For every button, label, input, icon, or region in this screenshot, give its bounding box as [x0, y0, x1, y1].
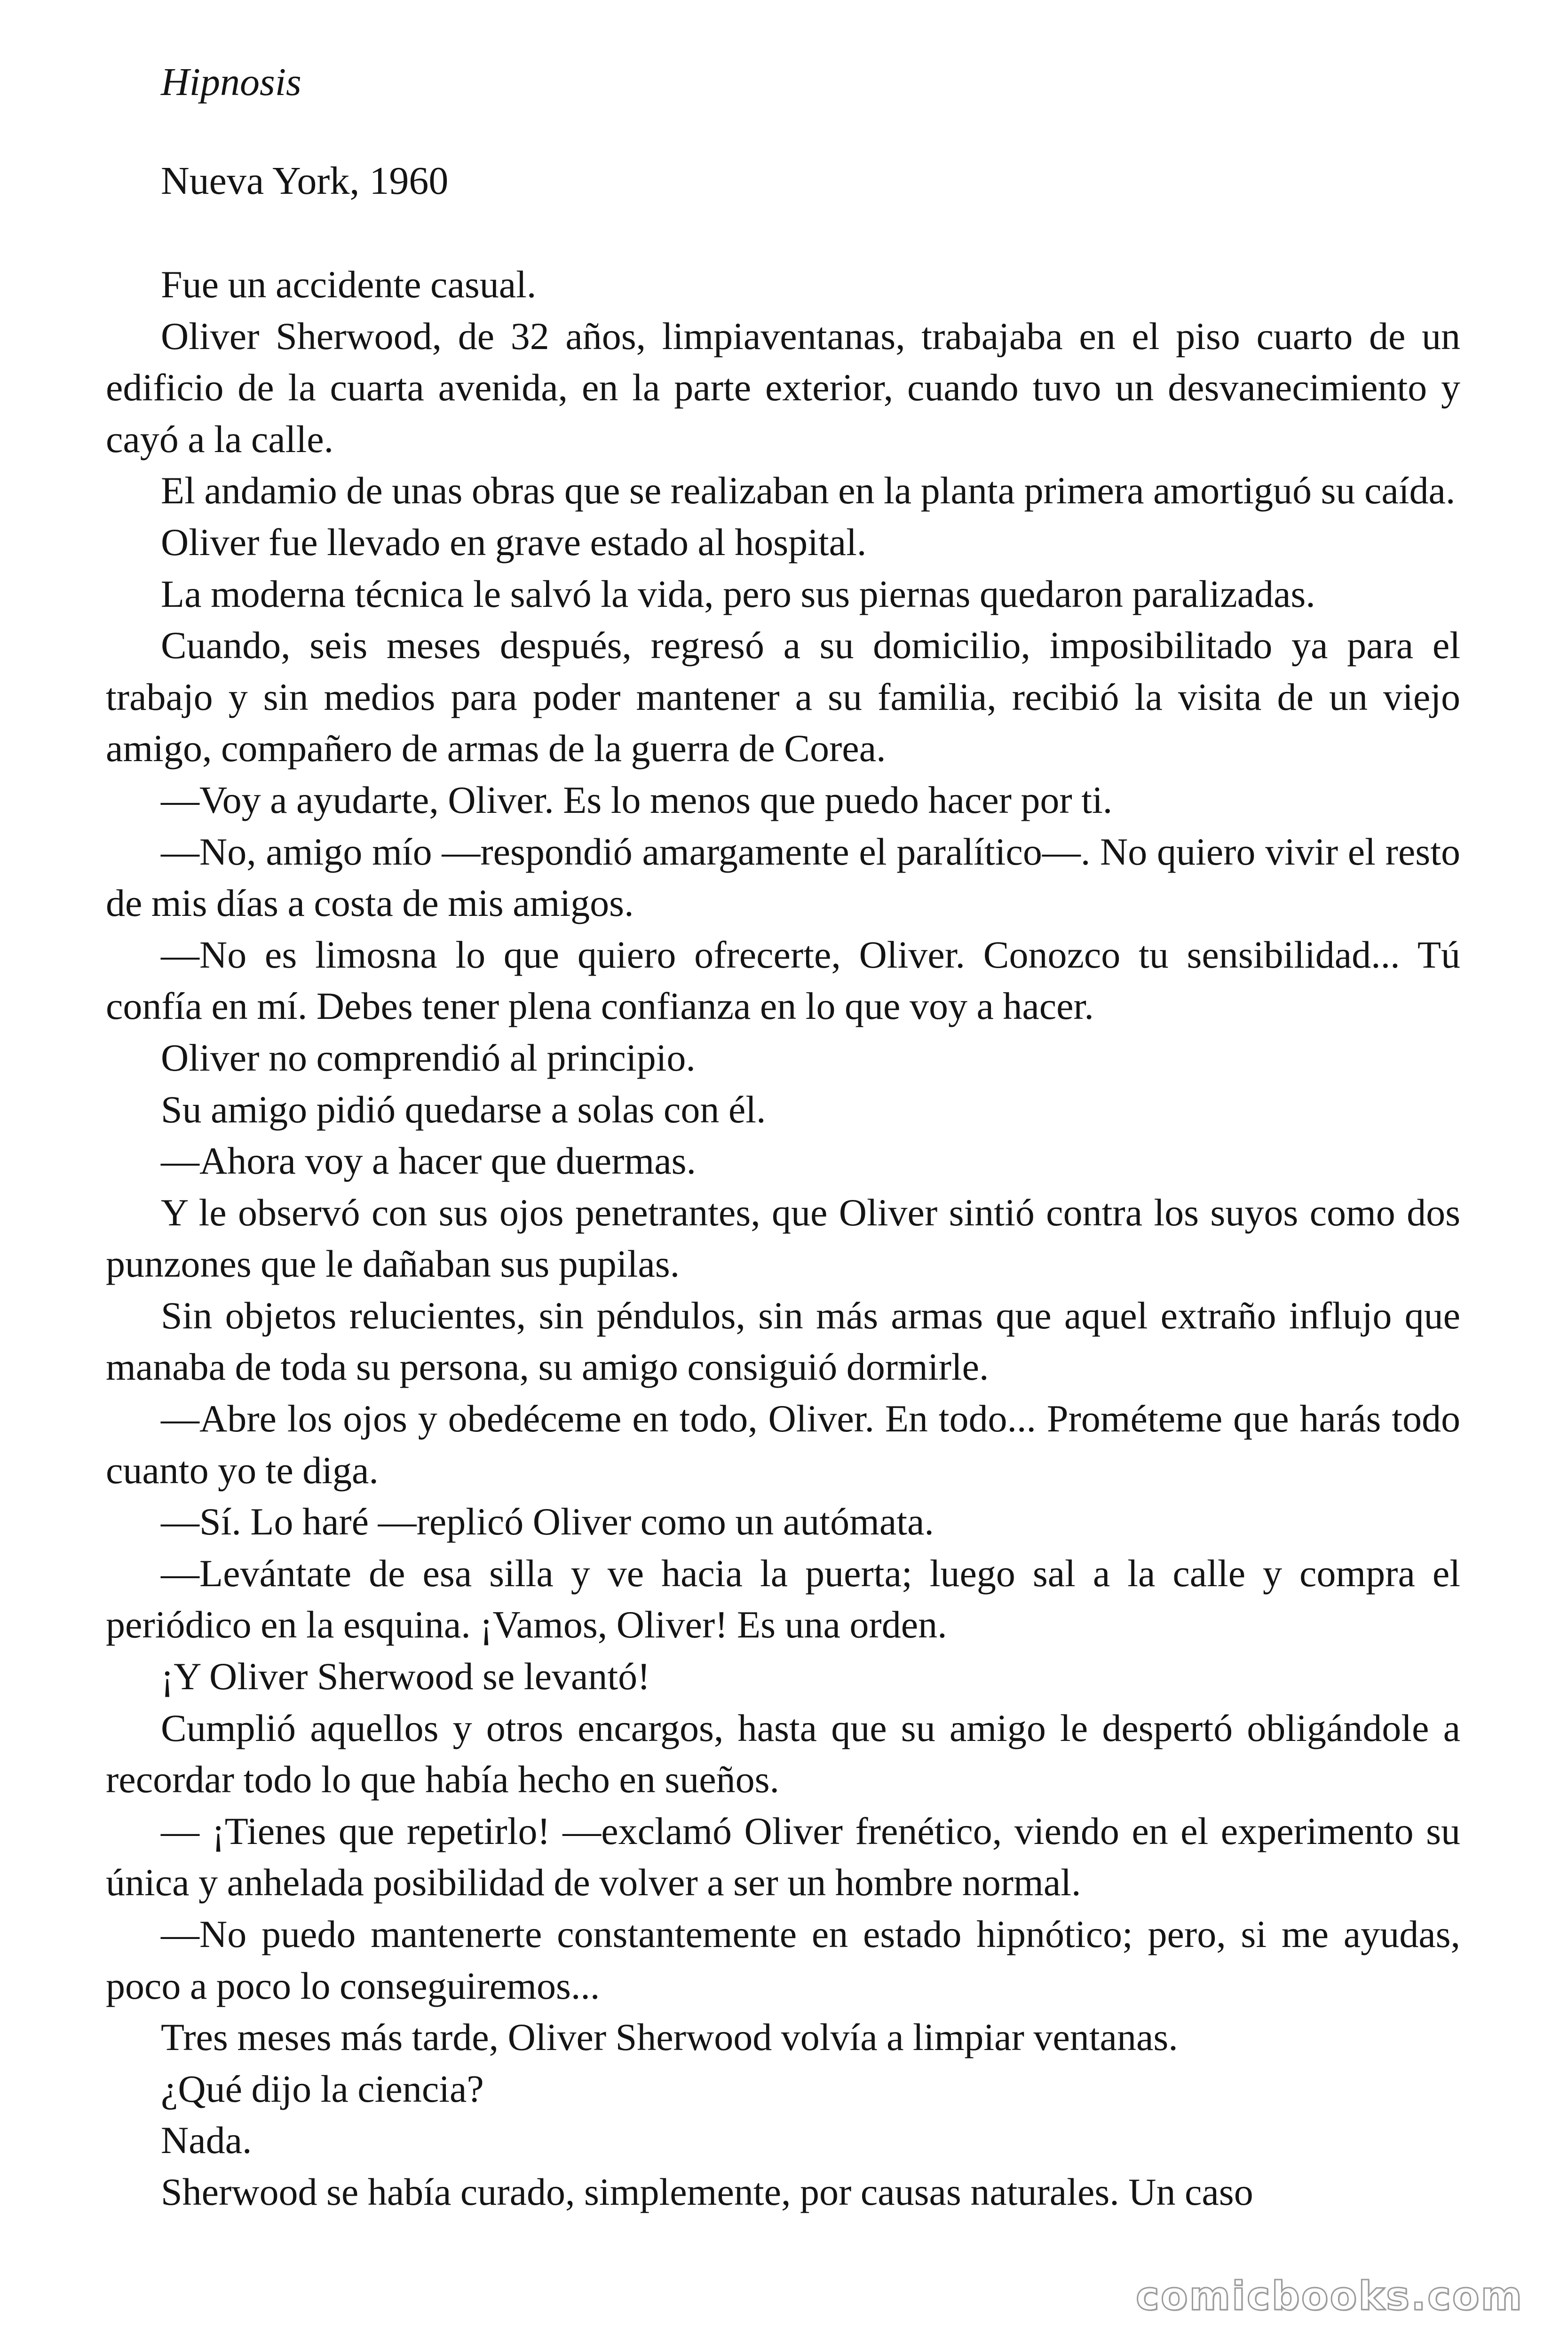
paragraph: —No es limosna lo que quiero ofrecerte, Oliver. Conozco tu sensibilidad... Tú confía en mí. Debes tener plena confianza en lo que voy a hacer.	[106, 933, 1460, 1028]
paragraph: El andamio de unas obras que se realizaban en la planta primera amortiguó su caída.	[161, 469, 1456, 512]
book-page	[106, 56, 1460, 2218]
paragraph: —Voy a ayudarte, Oliver. Es lo menos que puedo hacer por ti.	[161, 778, 1113, 821]
paragraph: Oliver Sherwood, de 32 años, limpiaventanas, trabajaba en el piso cuarto de un edificio de la cuarta avenida, en la parte exterior, cuando tuvo un desvanecimiento y cayó a la calle.	[106, 314, 1460, 461]
paragraph: La moderna técnica le salvó la vida, pero sus piernas quedaron paralizadas.	[161, 572, 1315, 615]
paragraph: Fue un accidente casual.	[161, 263, 537, 306]
paragraph: —Levántate de esa silla y ve hacia la puerta; luego sal a la calle y compra el periódico en la esquina. ¡Vamos, Oliver! Es una orden.	[106, 1551, 1460, 1646]
paragraph: Su amigo pidió quedarse a solas con él.	[161, 1088, 766, 1131]
watermark-logo: comicbooks.com	[1136, 2273, 1523, 2319]
paragraph: —No, amigo mío —respondió amargamente el paralítico—. No quiero vivir el resto de mis días a costa de mis amigos.	[106, 830, 1460, 925]
paragraph: Sin objetos relucientes, sin péndulos, sin más armas que aquel extraño influjo que manaba de toda su persona, su amigo consiguió dormirle.	[106, 1294, 1460, 1389]
paragraph: —Abre los ojos y obedéceme en todo, Oliver. En todo... Prométeme que harás todo cuanto yo te diga.	[106, 1397, 1460, 1492]
place-date-heading: Nueva York, 1960	[161, 159, 449, 203]
paragraph: Oliver no comprendió al principio.	[161, 1036, 696, 1079]
paragraph: — ¡Tienes que repetirlo! —exclamó Oliver frenético, viendo en el experimento su única y anhelada posibilidad de volver a ser un hombre normal.	[106, 1809, 1460, 1904]
paragraph: ¡Y Oliver Sherwood se levantó!	[161, 1655, 650, 1698]
story-title: Hipnosis	[161, 60, 301, 104]
paragraph: Tres meses más tarde, Oliver Sherwood volvía a limpiar ventanas.	[161, 2016, 1178, 2059]
paragraph: Sherwood se había curado, simplemente, por causas naturales. Un caso	[161, 2170, 1253, 2213]
paragraph: Y le observó con sus ojos penetrantes, que Oliver sintió contra los suyos como dos punzones que le dañaban sus pupilas.	[106, 1191, 1460, 1286]
paragraph: —No puedo mantenerte constantemente en estado hipnótico; pero, si me ayudas, poco a poco lo conseguiremos...	[106, 1913, 1460, 2007]
paragraph: Oliver fue llevado en grave estado al hospital.	[161, 520, 867, 564]
story-body	[106, 259, 1460, 2218]
paragraph: Cumplió aquellos y otros encargos, hasta que su amigo le despertó obligándole a recordar todo lo que había hecho en sueños.	[106, 1706, 1460, 1801]
paragraph: Cuando, seis meses después, regresó a su domicilio, imposibilitado ya para el trabajo y sin medios para poder mantener a su familia, recibió la visita de un viejo amigo, compañero de armas de la guerra de Corea.	[106, 624, 1460, 770]
paragraph: —Sí. Lo haré —replicó Oliver como un autómata.	[161, 1500, 934, 1543]
paragraph: —Ahora voy a hacer que duermas.	[161, 1139, 696, 1183]
paragraph: Nada.	[161, 2119, 252, 2162]
paragraph: ¿Qué dijo la ciencia?	[161, 2067, 484, 2110]
